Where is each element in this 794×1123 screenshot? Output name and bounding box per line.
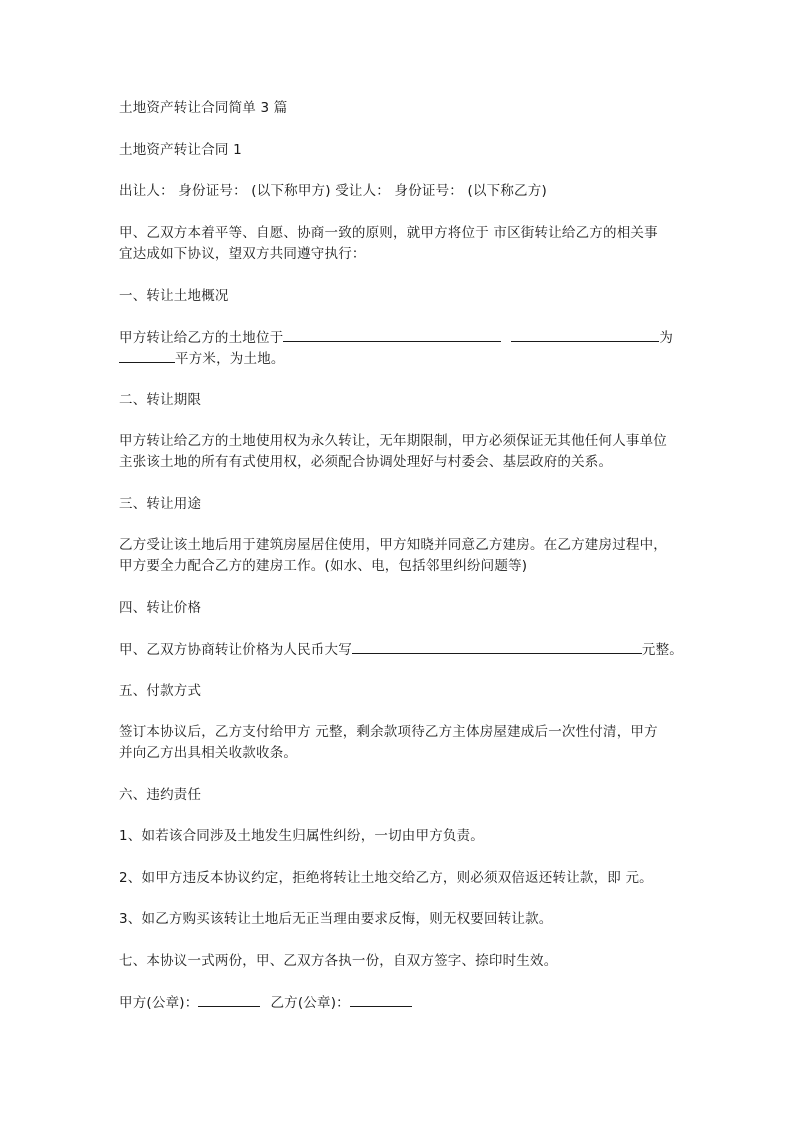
section-3-text-2: 甲方要全力配合乙方的建房工作。(如水、电，包括邻里纠纷问题等) xyxy=(119,558,528,574)
section-3-heading: 三、转让用途 xyxy=(119,496,202,512)
intro-line-2: 宜达成如下协议，望双方共同遵守执行： xyxy=(119,246,366,262)
section-2-text-1: 甲方转让给乙方的土地使用权为永久转让，无年期限制，甲方必须保证无其他任何人事单位 xyxy=(119,433,667,449)
section-6-item-1: 1、如若该合同涉及土地发生归属性纠纷，一切由甲方负责。 xyxy=(119,828,484,844)
section-4-heading: 四、转让价格 xyxy=(119,600,202,616)
section-5-text-2: 并向乙方出具相关收款收条。 xyxy=(119,745,298,761)
section-6-item-2: 2、如甲方违反本协议约定，拒绝将转让土地交给乙方，则必须双倍返还转让款，即 元。 xyxy=(119,870,653,886)
section-5-text-1: 签订本协议后，乙方支付给甲方 元整，剩余款项待乙方主体房屋建成后一次性付清，甲方 xyxy=(119,724,658,740)
section-1-text-c: 平方米，为土地。 xyxy=(175,351,285,367)
section-1-text-line-2 xyxy=(119,348,285,369)
signature-line xyxy=(119,992,412,1013)
land-area-blank xyxy=(119,348,175,363)
section-4-text-b: 元整。 xyxy=(641,642,684,658)
land-location-blank-2 xyxy=(511,327,659,342)
section-1-text-b: 为 xyxy=(659,330,674,346)
section-1-text-line-1 xyxy=(119,327,673,348)
document-title: 土地资产转让合同简单 3 篇 xyxy=(119,100,288,116)
party-a-seal-blank xyxy=(198,992,260,1007)
section-2-text-2: 主张该土地的所有有式使用权，必须配合协调处理好与村委会、基层政府的关系。 xyxy=(119,454,613,470)
section-1-text-a: 甲方转让给乙方的土地位于 xyxy=(119,330,284,346)
contract-subtitle: 土地资产转让合同 1 xyxy=(119,142,242,158)
party-b-seal-label: 乙方(公章)： xyxy=(270,995,350,1011)
parties-line: 出让人： 身份证号： (以下称甲方) 受让人： 身份证号： (以下称乙方) xyxy=(119,183,547,199)
section-2-heading: 二、转让期限 xyxy=(119,392,202,408)
price-blank xyxy=(352,639,642,654)
section-4-text-a: 甲、乙双方协商转让价格为人民币大写 xyxy=(119,642,352,658)
section-4-text xyxy=(119,639,683,660)
section-1-heading: 一、转让土地概况 xyxy=(119,288,229,304)
intro-line-1: 甲、乙双方本着平等、自愿、协商一致的原则，就甲方将位于 市区街转让给乙方的相关事 xyxy=(119,225,658,241)
section-5-heading: 五、付款方式 xyxy=(119,683,202,699)
section-6-item-3: 3、如乙方购买该转让土地后无正当理由要求反悔，则无权要回转让款。 xyxy=(119,911,553,927)
party-a-seal-label: 甲方(公章)： xyxy=(119,995,199,1011)
section-7-text: 七、本协议一式两份，甲、乙双方各执一份，自双方签字、捺印时生效。 xyxy=(119,953,558,969)
land-location-blank xyxy=(283,327,501,342)
section-6-heading: 六、违约责任 xyxy=(119,787,202,803)
section-3-text-1: 乙方受让该土地后用于建筑房屋居住使用，甲方知晓并同意乙方建房。在乙方建房过程中， xyxy=(119,537,667,553)
party-b-seal-blank xyxy=(350,992,412,1007)
